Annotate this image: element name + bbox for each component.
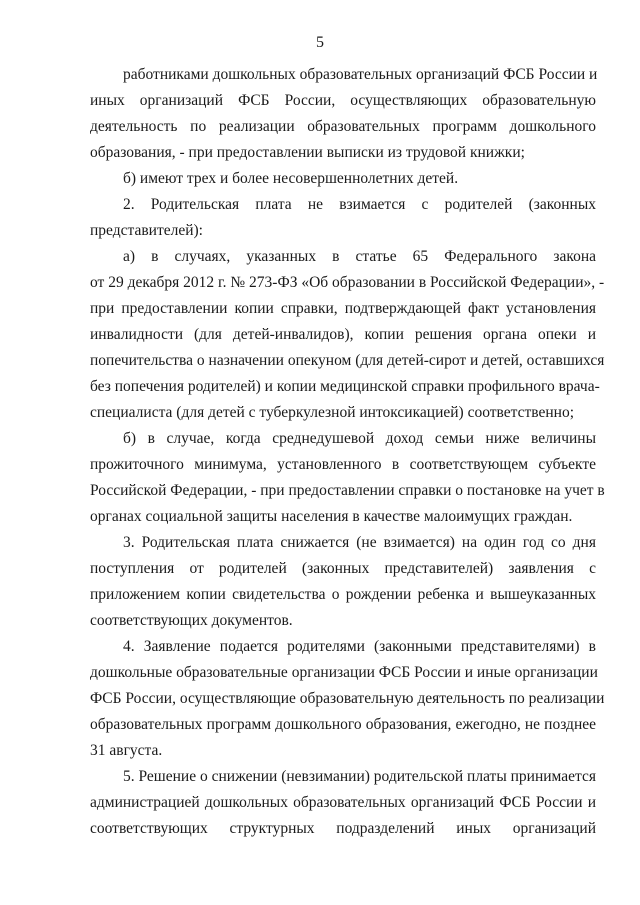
paragraph [90,634,605,764]
text-line: иных организаций ФСБ России, осуществляющих образовательную [90,92,596,109]
text-line: Российской Федерации, - при предоставлении справки о постановке на учет в [90,482,605,499]
text-line: администрацией дошкольных образовательных организаций ФСБ России и [90,794,596,811]
paragraph [90,426,605,530]
text-line: соответствующих документов. [90,612,293,629]
paragraph [90,192,596,244]
text-line: 2. Родительская плата не взимается с родителей (законных [123,196,596,213]
paragraph [90,764,596,842]
text-line: образования, - при предоставлении выписки из трудовой книжки; [90,144,525,161]
text-line: соответствующих структурных подразделений иных организаций [90,820,596,837]
text-line: специалиста (для детей с туберкулезной интоксикацией) соответственно; [90,404,574,421]
text-line: от 29 декабря 2012 г. № 273-ФЗ «Об образовании в Российской Федерации», - [90,274,605,291]
paragraph [90,530,596,634]
text-line: б) имеют трех и более несовершеннолетних детей. [123,170,459,187]
text-line: деятельность по реализации образовательных программ дошкольного [90,118,596,135]
text-line: дошкольные образовательные организации ФСБ России и иные организации [90,664,598,681]
text-line: 3. Родительская плата снижается (не взимается) на один год со дня [123,534,596,551]
paragraph [90,244,605,426]
paragraph [90,166,596,192]
text-line: работниками дошкольных образовательных организаций ФСБ России и [123,66,598,83]
document-body [90,62,605,842]
text-line: без попечения родителей) и копии медицинской справки профильного врача- [90,378,600,395]
text-line: прожиточного минимума, установленного в соответствующем субъекте [90,456,596,473]
text-line: представителей): [90,222,203,239]
text-line: приложением копии свидетельства о рождении ребенка и вышеуказанных [90,586,596,603]
text-line: органах социальной защиты населения в качестве малоимущих граждан. [90,508,573,525]
page-number: 5 [316,34,324,51]
text-line: а) в случаях, указанных в статье 65 Федерального закона [123,248,596,265]
text-line: 5. Решение о снижении (невзимании) родительской платы принимается [123,768,596,785]
text-line: при предоставлении копии справки, подтверждающей факт установления [90,300,596,317]
text-line: 4. Заявление подается родителями (законными представителями) в [123,638,596,655]
text-line: 31 августа. [90,742,163,759]
text-line: попечительства о назначении опекуном (для детей-сирот и детей, оставшихся [90,352,605,369]
text-line: поступления от родителей (законных представителей) заявления с [90,560,596,577]
text-line: б) в случае, когда среднедушевой доход семьи ниже величины [123,430,596,447]
text-line: инвалидности (для детей-инвалидов), копии решения органа опеки и [90,326,596,343]
paragraph [90,62,596,166]
text-line: образовательных программ дошкольного образования, ежегодно, не позднее [90,716,596,733]
text-line: ФСБ России, осуществляющие образовательную деятельность по реализации [90,690,605,707]
